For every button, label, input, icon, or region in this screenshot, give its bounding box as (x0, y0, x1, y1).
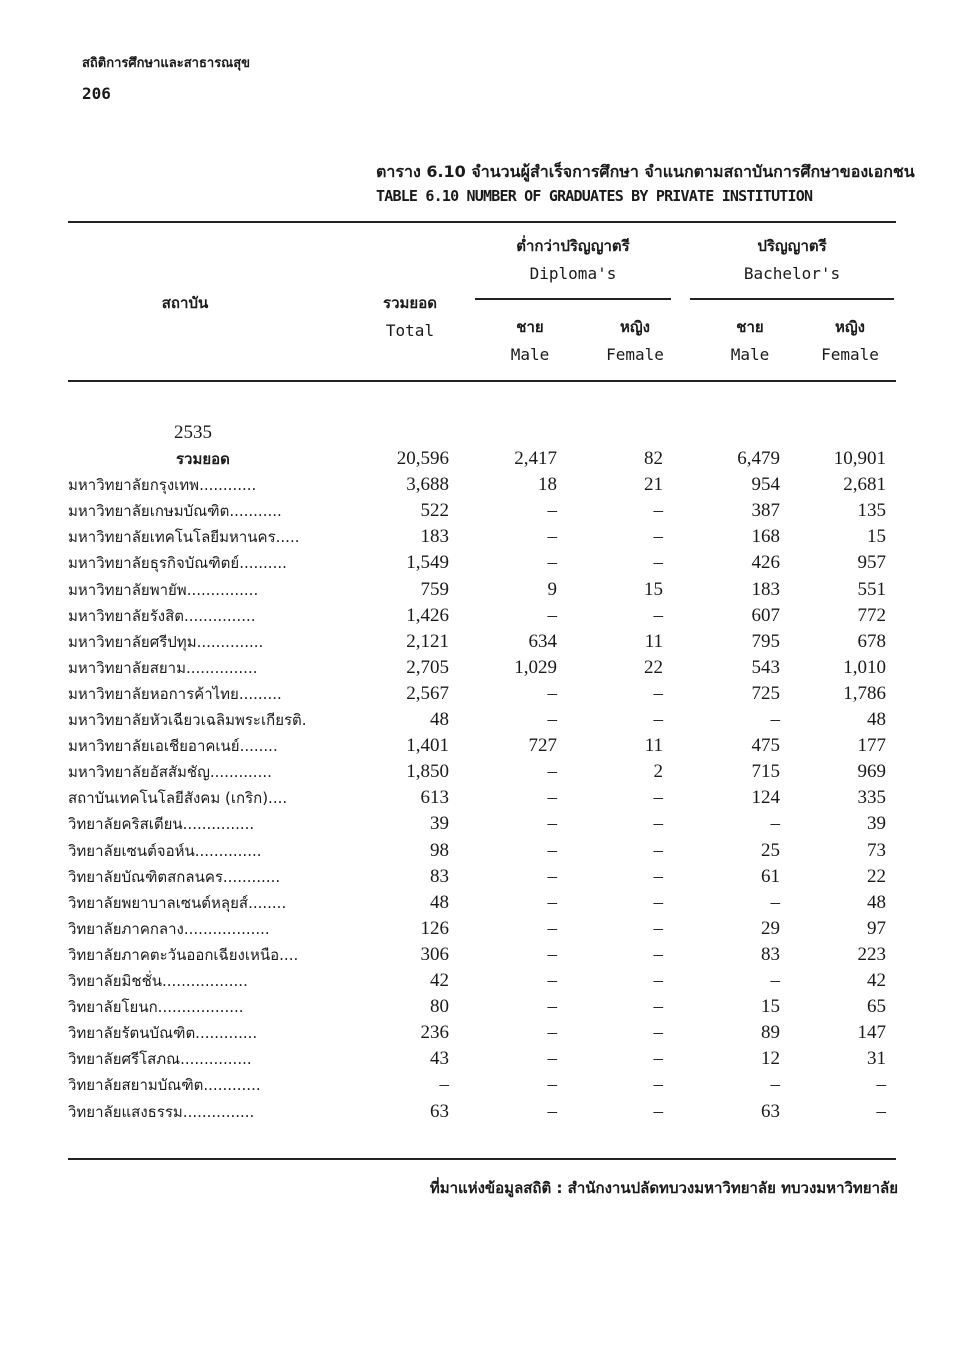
cell-diploma-female: – (653, 840, 663, 861)
table-row (0, 811, 966, 837)
cell-total: 759 (420, 579, 449, 600)
cell-bachelor-female: 223 (857, 944, 886, 965)
cell-bachelor-male: 63 (761, 1101, 780, 1122)
cell-diploma-female: – (653, 552, 663, 573)
institution-name: มหาวิทยาลัยหอการค้าไทย......... (68, 685, 282, 703)
cell-bachelor-female: 1,786 (843, 683, 886, 704)
header-diploma-en: Diploma's (529, 264, 617, 283)
cell-bachelor-female: 73 (867, 840, 886, 861)
cell-diploma-female: – (653, 1048, 663, 1069)
cell-diploma-female: – (653, 866, 663, 887)
cell-bachelor-male: 387 (751, 500, 780, 521)
cell-diploma-male: – (547, 526, 557, 547)
institution-name: วิทยาลัยคริสเตียน............... (68, 815, 255, 833)
institution-name: มหาวิทยาลัยเอเชียอาคเนย์........ (68, 737, 278, 755)
cell-diploma-male: – (547, 605, 557, 626)
header-diploma-male (490, 314, 570, 368)
cell-total: 48 (430, 892, 449, 913)
cell-total: 1,401 (406, 735, 449, 756)
table-row (0, 968, 966, 994)
institution-name: วิทยาลัยรัตนบัณฑิต............. (68, 1024, 258, 1042)
cell-total: 2,705 (406, 657, 449, 678)
institution-name: วิทยาลัยเซนต์จอห์น.............. (68, 842, 262, 860)
page-number: 206 (82, 84, 111, 103)
cell-total: 2,121 (406, 631, 449, 652)
cell-diploma-female: 11 (644, 631, 663, 652)
cell-diploma-male: 2,417 (514, 448, 557, 469)
header-female-th: หญิง (620, 318, 650, 336)
cell-diploma-female: – (653, 709, 663, 730)
cell-bachelor-female: 551 (857, 579, 886, 600)
header-diploma-female (595, 314, 675, 368)
cell-bachelor-female: 10,901 (833, 448, 886, 469)
cell-bachelor-female: 1,010 (843, 657, 886, 678)
header-total-en: Total (385, 321, 435, 340)
institution-name: วิทยาลัยพยาบาลเซนต์หลุยส์........ (68, 894, 287, 912)
cell-bachelor-female: 31 (867, 1048, 886, 1069)
institution-name: วิทยาลัยภาคตะวันออกเฉียงเหนือ.... (68, 946, 299, 964)
cell-diploma-female: – (653, 970, 663, 991)
cell-total: 613 (420, 787, 449, 808)
cell-total: 183 (420, 526, 449, 547)
table-row (0, 707, 966, 733)
bachelor-subrule (690, 298, 894, 300)
cell-diploma-male: – (547, 996, 557, 1017)
cell-diploma-female: 15 (644, 579, 663, 600)
cell-bachelor-female: 39 (867, 813, 886, 834)
table-row (0, 472, 966, 498)
table-row (0, 838, 966, 864)
cell-bachelor-male: – (770, 970, 780, 991)
table-row (0, 890, 966, 916)
institution-name: วิทยาลัยศรีโสภณ............... (68, 1050, 252, 1068)
cell-bachelor-female: 678 (857, 631, 886, 652)
cell-total: 83 (430, 866, 449, 887)
summary-row (0, 446, 966, 472)
institution-name: มหาวิทยาลัยสยาม............... (68, 659, 258, 677)
cell-bachelor-male: 543 (751, 657, 780, 678)
cell-diploma-male: – (547, 1048, 557, 1069)
institution-name: มหาวิทยาลัยศรีปทุม.............. (68, 633, 264, 651)
cell-diploma-male: – (547, 500, 557, 521)
cell-bachelor-male: 795 (751, 631, 780, 652)
header-male-en: Male (510, 345, 550, 364)
cell-diploma-female: – (653, 1022, 663, 1043)
cell-total: 42 (430, 970, 449, 991)
cell-total: 39 (430, 813, 449, 834)
table-row (0, 629, 966, 655)
diploma-subrule (475, 298, 671, 300)
institution-name: รวมยอด (176, 450, 230, 468)
source-note: ที่มาแห่งข้อมูลสถิติ : สำนักงานปลัดทบวงมหาวิทยาลัย ทบวงมหาวิทยาลัย (429, 1179, 898, 1197)
cell-bachelor-male: – (770, 709, 780, 730)
cell-diploma-male: – (547, 866, 557, 887)
cell-bachelor-female: 147 (857, 1022, 886, 1043)
institution-name: วิทยาลัยโยนก.................. (68, 998, 244, 1016)
cell-bachelor-male: 475 (751, 735, 780, 756)
cell-bachelor-male: 15 (761, 996, 780, 1017)
cell-bachelor-male: 25 (761, 840, 780, 861)
cell-bachelor-male: 426 (751, 552, 780, 573)
header-male-th: ชาย (516, 318, 544, 336)
header-female-en: Female (821, 345, 879, 364)
cell-bachelor-male: 168 (751, 526, 780, 547)
table-row (0, 1020, 966, 1046)
cell-diploma-male: 9 (547, 579, 557, 600)
header-total-th: รวมยอด (383, 294, 437, 312)
cell-bachelor-female: 2,681 (843, 474, 886, 495)
header-diploma-th: ต่ำกว่าปริญญาตรี (516, 237, 630, 255)
year-label: 2535 (174, 422, 212, 443)
cell-total: 3,688 (406, 474, 449, 495)
cell-total: 1,850 (406, 761, 449, 782)
institution-name: มหาวิทยาลัยเทคโนโลยีมหานคร..... (68, 528, 300, 546)
cell-diploma-female: – (653, 683, 663, 704)
header-institution (130, 290, 240, 317)
table-row (0, 1099, 966, 1125)
table-row (0, 759, 966, 785)
institution-name: มหาวิทยาลัยรังสิต............... (68, 607, 256, 625)
header-bachelor-en: Bachelor's (743, 264, 841, 283)
institution-name: มหาวิทยาลัยกรุงเทพ............ (68, 476, 257, 494)
cell-diploma-female: 21 (644, 474, 663, 495)
cell-diploma-male: 727 (528, 735, 557, 756)
cell-diploma-male: – (547, 683, 557, 704)
table-row (0, 681, 966, 707)
cell-diploma-male: – (547, 1074, 557, 1095)
cell-diploma-female: – (653, 892, 663, 913)
cell-diploma-male: – (547, 709, 557, 730)
table-row (0, 498, 966, 524)
cell-total: – (439, 1074, 449, 1095)
cell-total: 20,596 (396, 448, 449, 469)
cell-diploma-female: – (653, 813, 663, 834)
cell-bachelor-female: 772 (857, 605, 886, 626)
cell-diploma-female: – (653, 526, 663, 547)
cell-diploma-male: – (547, 787, 557, 808)
table-row (0, 577, 966, 603)
cell-bachelor-female: 957 (857, 552, 886, 573)
table-row (0, 550, 966, 576)
cell-bachelor-male: 725 (751, 683, 780, 704)
header-bachelor-female (810, 314, 890, 368)
table-title-thai: ตาราง 6.10 จำนวนผู้สำเร็จการศึกษา จำแนกตามสถาบันการศึกษาของเอกชน (376, 162, 915, 181)
table-row (0, 655, 966, 681)
cell-bachelor-male: 6,479 (737, 448, 780, 469)
cell-diploma-female: 11 (644, 735, 663, 756)
institution-name: มหาวิทยาลัยเกษมบัณฑิต........... (68, 502, 282, 520)
cell-diploma-male: – (547, 552, 557, 573)
institution-name: วิทยาลัยภาคกลาง.................. (68, 920, 270, 938)
cell-diploma-female: 22 (644, 657, 663, 678)
table-row (0, 733, 966, 759)
cell-bachelor-male: 715 (751, 761, 780, 782)
table-title-english: TABLE 6.10 NUMBER OF GRADUATES BY PRIVATE INSTITUTION (376, 187, 813, 205)
cell-diploma-male: – (547, 813, 557, 834)
cell-diploma-female: 2 (653, 761, 663, 782)
header-total (370, 290, 450, 344)
header-male-en: Male (730, 345, 770, 364)
institution-name: มหาวิทยาลัยธุรกิจบัณฑิตย์.......... (68, 554, 287, 572)
cell-total: 98 (430, 840, 449, 861)
table-row (0, 916, 966, 942)
cell-bachelor-male: 83 (761, 944, 780, 965)
cell-diploma-male: – (547, 918, 557, 939)
table-row (0, 1072, 966, 1098)
cell-diploma-female: – (653, 500, 663, 521)
institution-name: วิทยาลัยสยามบัณฑิต............ (68, 1076, 261, 1094)
cell-diploma-male: – (547, 892, 557, 913)
table-row (0, 524, 966, 550)
cell-bachelor-male: – (770, 813, 780, 834)
cell-total: 306 (420, 944, 449, 965)
cell-diploma-female: – (653, 787, 663, 808)
cell-bachelor-male: 29 (761, 918, 780, 939)
cell-bachelor-female: 15 (867, 526, 886, 547)
cell-bachelor-male: – (770, 1074, 780, 1095)
cell-diploma-male: – (547, 1101, 557, 1122)
cell-bachelor-male: 61 (761, 866, 780, 887)
table-row (0, 785, 966, 811)
institution-name: วิทยาลัยแสงธรรม............... (68, 1103, 255, 1121)
institution-name: วิทยาลัยบัณฑิตสกลนคร............ (68, 868, 281, 886)
cell-bachelor-female: – (876, 1101, 886, 1122)
cell-diploma-male: – (547, 970, 557, 991)
header-male-th: ชาย (736, 318, 764, 336)
cell-total: 126 (420, 918, 449, 939)
header-diploma-group (475, 233, 671, 287)
cell-bachelor-female: 42 (867, 970, 886, 991)
table-row (0, 1046, 966, 1072)
cell-diploma-male: 634 (528, 631, 557, 652)
cell-bachelor-female: 48 (867, 709, 886, 730)
cell-bachelor-male: 954 (751, 474, 780, 495)
cell-bachelor-male: 89 (761, 1022, 780, 1043)
cell-diploma-male: 18 (538, 474, 557, 495)
cell-total: 80 (430, 996, 449, 1017)
cell-bachelor-male: – (770, 892, 780, 913)
cell-diploma-female: – (653, 918, 663, 939)
header-female-en: Female (606, 345, 664, 364)
institution-name: มหาวิทยาลัยพายัพ............... (68, 581, 259, 599)
header-female-th: หญิง (835, 318, 865, 336)
cell-bachelor-female: 177 (857, 735, 886, 756)
cell-bachelor-male: 124 (751, 787, 780, 808)
cell-diploma-male: – (547, 1022, 557, 1043)
cell-diploma-female: – (653, 1101, 663, 1122)
running-header: สถิติการศึกษาและสาธารณสุข (82, 56, 251, 71)
cell-diploma-female: – (653, 605, 663, 626)
cell-diploma-male: – (547, 761, 557, 782)
header-bachelor-th: ปริญญาตรี (757, 237, 827, 255)
cell-bachelor-female: 22 (867, 866, 886, 887)
table-bottom-rule (68, 1158, 896, 1160)
cell-total: 522 (420, 500, 449, 521)
cell-total: 63 (430, 1101, 449, 1122)
cell-diploma-male: – (547, 840, 557, 861)
table-row (0, 994, 966, 1020)
cell-bachelor-male: 607 (751, 605, 780, 626)
cell-diploma-female: 82 (644, 448, 663, 469)
cell-bachelor-male: 183 (751, 579, 780, 600)
institution-name: สถาบันเทคโนโลยีสังคม (เกริก).... (68, 789, 288, 807)
cell-diploma-female: – (653, 944, 663, 965)
table-row (0, 942, 966, 968)
cell-total: 1,426 (406, 605, 449, 626)
header-bachelor-male (710, 314, 790, 368)
cell-bachelor-female: 65 (867, 996, 886, 1017)
table-row (0, 864, 966, 890)
cell-bachelor-female: – (876, 1074, 886, 1095)
institution-name: มหาวิทยาลัยอัสสัมชัญ............. (68, 763, 272, 781)
cell-total: 43 (430, 1048, 449, 1069)
cell-bachelor-male: 12 (761, 1048, 780, 1069)
table-top-rule (68, 221, 896, 223)
institution-name: วิทยาลัยมิชชั่น.................. (68, 972, 248, 990)
cell-bachelor-female: 97 (867, 918, 886, 939)
cell-bachelor-female: 48 (867, 892, 886, 913)
cell-total: 2,567 (406, 683, 449, 704)
cell-total: 236 (420, 1022, 449, 1043)
header-institution-th: สถาบัน (161, 294, 209, 312)
cell-diploma-female: – (653, 1074, 663, 1095)
cell-total: 1,549 (406, 552, 449, 573)
cell-diploma-female: – (653, 996, 663, 1017)
cell-total: 48 (430, 709, 449, 730)
table-row (0, 603, 966, 629)
institution-name: มหาวิทยาลัยหัวเฉียวเฉลิมพระเกียรติ. (68, 711, 307, 729)
header-bottom-rule (68, 380, 896, 382)
cell-bachelor-female: 135 (857, 500, 886, 521)
cell-bachelor-female: 335 (857, 787, 886, 808)
cell-bachelor-female: 969 (857, 761, 886, 782)
header-bachelor-group (690, 233, 894, 287)
cell-diploma-male: – (547, 944, 557, 965)
cell-diploma-male: 1,029 (514, 657, 557, 678)
